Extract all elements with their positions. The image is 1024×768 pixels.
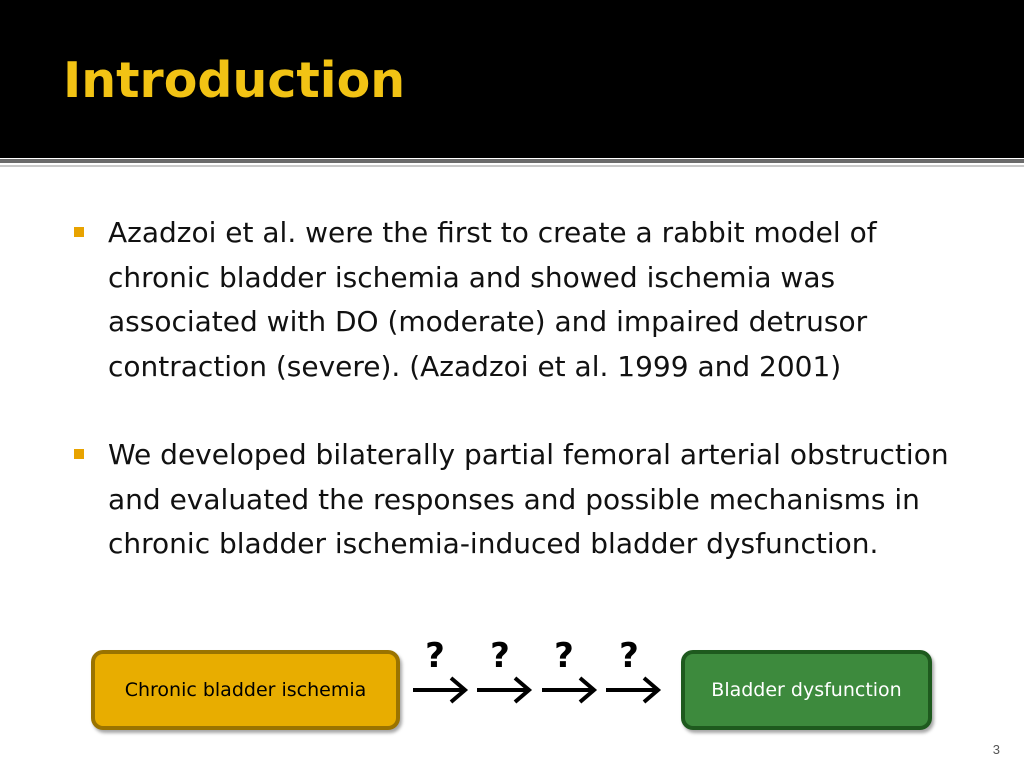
question-mark: ?	[619, 636, 639, 676]
title-divider-thin	[0, 165, 1024, 167]
bullet-text: Azadzoi et al. were the first to create a rabbit model of chronic bladder ischemia and showed ischemia was associated with DO (moderate) and impaired detrusor contraction (severe). (Azadzoi et al. 1999 and 2001)	[108, 216, 877, 383]
bullet-text: We developed bilaterally partial femoral arterial obstruction and evaluated the responses and possible mechanisms in chronic bladder ischemia-induced bladder dysfunction.	[108, 438, 949, 560]
box-label: Bladder dysfunction	[711, 679, 902, 701]
right-arrow-icon	[606, 678, 658, 702]
bladder-dysfunction-box	[681, 650, 932, 730]
box-label: Chronic bladder ischemia	[124, 679, 367, 701]
square-bullet-icon	[74, 227, 84, 237]
square-bullet-icon	[74, 449, 84, 459]
question-mark: ?	[425, 636, 445, 676]
right-arrow-icon	[477, 678, 529, 702]
bullet-item	[108, 433, 958, 567]
chronic-bladder-ischemia-box	[91, 650, 400, 730]
slide-title: Introduction	[63, 52, 406, 109]
arrow-chain	[405, 670, 675, 710]
page-number: 3	[992, 742, 1000, 757]
question-mark: ?	[490, 636, 510, 676]
right-arrow-icon	[542, 678, 594, 702]
right-arrow-icon	[413, 678, 465, 702]
question-mark: ?	[554, 636, 574, 676]
title-divider	[0, 159, 1024, 163]
bullet-item	[108, 211, 958, 389]
